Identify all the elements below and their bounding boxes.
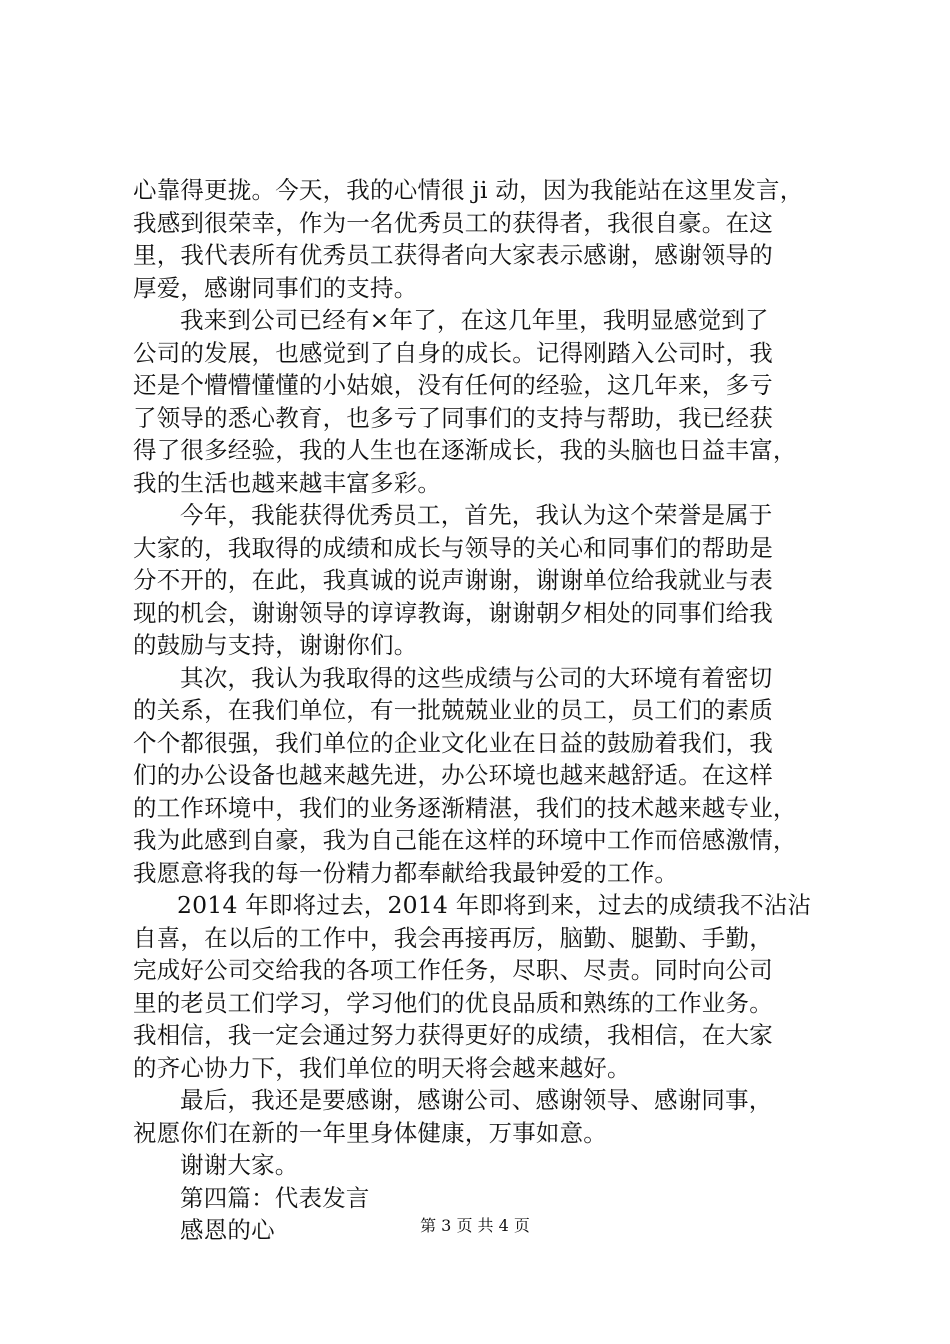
text-line: 分不开的，在此，我真诚的说声谢谢，谢谢单位给我就业与表	[133, 566, 773, 594]
closing-line: 谢谢大家。	[180, 1151, 299, 1179]
section-heading: 第四篇：代表发言	[180, 1183, 370, 1212]
text-line: 我相信，我一定会通过努力获得更好的成绩，我相信，在大家	[133, 1021, 773, 1049]
text-line: 我的生活也越来越丰富多彩。	[133, 468, 442, 497]
text-line: 的鼓励与支持，谢谢你们。	[133, 631, 418, 659]
paragraph-start: 最后，我还是要感谢，感谢公司、感谢领导、感谢同事，	[180, 1086, 773, 1114]
text-line: 我感到很荣幸，作为一名优秀员工的获得者，我很自豪。在这	[133, 208, 773, 237]
text-line: 我愿意将我的每一份精力都奉献给我最钟爱的工作。	[133, 858, 679, 887]
page-number-footer: 第 3 页 共 4 页	[420, 1216, 530, 1235]
text-line: 大家的，我取得的成绩和成长与领导的关心和同事们的帮助是	[133, 533, 773, 562]
text-line: 们的办公设备也越来越先进，办公环境也越来越舒适。在这样	[133, 761, 773, 789]
text-line: 个个都很强，我们单位的企业文化业在日益的鼓励着我们，我	[133, 728, 773, 757]
section-subtitle: 感恩的心	[180, 1216, 275, 1244]
text-line: 里，我代表所有优秀员工获得者向大家表示感谢，感谢领导的	[133, 241, 773, 269]
text-line: 自喜，在以后的工作中，我会再接再厉，脑勤、腿勤、手勤，	[133, 923, 773, 952]
text-line: 的齐心协力下，我们单位的明天将会越来越好。	[133, 1053, 631, 1082]
paragraph-start: 其次，我认为我取得的这些成绩与公司的大环境有着密切	[180, 663, 773, 692]
text-line: 得了很多经验，我的人生也在逐渐成长，我的头脑也日益丰富，	[133, 436, 797, 464]
text-line: 心靠得更拢。今天，我的心情很 ji 动，因为我能站在这里发言，	[133, 176, 804, 204]
text-line: 的工作环境中，我们的业务逐渐精湛，我们的技术越来越专业，	[133, 793, 797, 822]
text-line: 还是个懵懵懂懂的小姑娘，没有任何的经验，这几年来，多亏	[133, 371, 773, 399]
document-body	[133, 174, 833, 1247]
text-line: 祝愿你们在新的一年里身体健康，万事如意。	[133, 1118, 607, 1147]
text-line: 里的老员工们学习，学习他们的优良品质和熟练的工作业务。	[133, 988, 773, 1017]
text-line: 完成好公司交给我的各项工作任务，尽职、尽责。同时向公司	[133, 956, 773, 984]
text-line: 我为此感到自豪，我为自己能在这样的环境中工作而倍感激情，	[133, 826, 797, 854]
paragraph-start: 今年，我能获得优秀员工，首先，我认为这个荣誉是属于	[180, 501, 773, 529]
text-line: 了领导的悉心教育，也多亏了同事们的支持与帮助，我已经获	[133, 403, 773, 432]
text-line: 厚爱，感谢同事们的支持。	[133, 273, 418, 302]
text-line: 的关系，在我们单位，有一批兢兢业业的员工，员工们的素质	[133, 696, 773, 724]
text-line: 现的机会，谢谢领导的谆谆教诲，谢谢朝夕相处的同事们给我	[133, 598, 773, 627]
paragraph-start: 我来到公司已经有×年了，在这几年里，我明显感觉到了	[180, 306, 769, 334]
text-line: 公司的发展，也感觉到了自身的成长。记得刚踏入公司时，我	[133, 338, 773, 367]
paragraph-start: 2014 年即将过去，2014 年即将到来，过去的成绩我不沾沾	[177, 891, 812, 919]
